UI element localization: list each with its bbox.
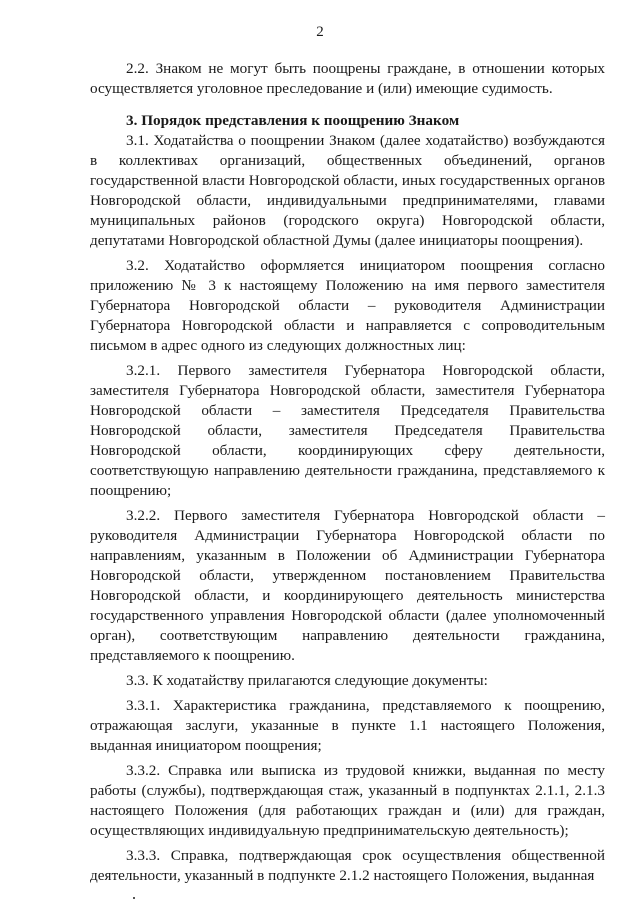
scan-speck (133, 897, 135, 899)
paragraph-3-3-3: 3.3.3. Справка, подтверждающая срок осуществления общественной деятельности, указанный в подпункте 2.1.2 настоящего Положения, выданная (90, 847, 605, 884)
paragraph-3-3-1: 3.3.1. Характеристика гражданина, представляемого к поощрению, отражающая заслуги, указанные в пункте 1.1 настоящего Положения, выданная инициатором поощрения; (90, 697, 605, 754)
document-body (90, 59, 605, 886)
paragraph-3-3: 3.3. К ходатайству прилагаются следующие документы: (126, 672, 488, 689)
paragraph-2-2: 2.2. Знаком не могут быть поощрены граждане, в отношении которых осуществляется уголовное преследование и (или) имеющие судимость. (90, 60, 605, 97)
paragraph-3-2-1: 3.2.1. Первого заместителя Губернатора Новгородской области, заместителя Губернатора Новгородской области, заместителя Губернатора Новгородской области – заместителя Председателя Правительства Новгородской области, заместителя Председателя Правительства Новгородской области, координирующих сферу деятельности, соответствующую направлению деятельности гражданина, представляемого к поощрению; (90, 362, 605, 499)
paragraph-3-1: 3.1. Ходатайства о поощрении Знаком (далее ходатайство) возбуждаются в коллективах организаций, общественных объединений, органов государственной власти Новгородской области, иных государственных органов Новгородской области, индивидуальными предпринимателями, главами муниципальных районов (городского округа) Новгородской области, депутатами Новгородской областной Думы (далее инициаторы поощрения). (90, 132, 605, 249)
paragraph-3-3-2: 3.3.2. Справка или выписка из трудовой книжки, выданная по месту работы (службы), подтверждающая стаж, указанный в подпунктах 2.1.1, 2.1.3 настоящего Положения (для работающих граждан и (или) для граждан, осуществляющих индивидуальную предпринимательскую деятельность); (90, 762, 605, 839)
paragraph-3-2: 3.2. Ходатайство оформляется инициатором поощрения согласно приложению № 3 к настоящему Положению на имя первого заместителя Губернатора Новгородской области – руководителя Администрации Губернатора Новгородской области и направляется с сопроводительным письмом в адрес одного из следующих должностных лиц: (90, 257, 605, 354)
section-heading-3: 3. Порядок представления к поощрению Знаком (126, 112, 460, 129)
paragraph-3-2-2: 3.2.2. Первого заместителя Губернатора Новгородской области – руководителя Администрации Губернатора Новгородской области по направлениям, указанным в Положении об Администрации Губернатора Новгородской области, утвержденном постановлением Правительства Новгородской области, и координирующего деятельность министерства государственного управления Новгородской области (далее уполномоченный орган), соответствующим направлению деятельности гражданина, представляемого к поощрению. (90, 507, 605, 664)
page-number: 2 (316, 24, 324, 40)
